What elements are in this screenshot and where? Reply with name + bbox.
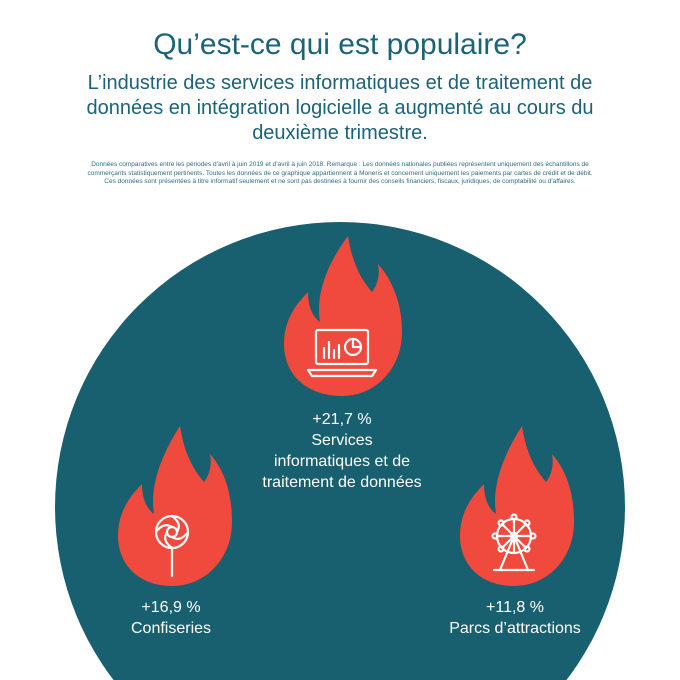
flame-icon-parcs [450, 420, 580, 590]
stat-parcs [435, 597, 595, 639]
page-title: Qu’est-ce qui est populaire? [153, 28, 527, 61]
stat-parcs-label: Parcs d’attractions [449, 620, 581, 637]
flame-icon-confiseries [108, 420, 238, 590]
disclaimer-note: Données comparatives entre les périodes d’avril à juin 2019 et d’avril à juin 2018. Remarque : Les données nationales publiées représentent uniquement des échantillons de commerçants statistiquement pertinents. Toutes les données de ce graphique appartiennent à Moneris et concernent uniquement les paiements par cartes de crédit et de débit. Ces données sont présentées à titre informatif seulement et ne sont pas destinées à fournir des conseils financiers, fiscaux, juridiques, de comptabilité ou d’affaires. [87, 161, 593, 186]
stat-services-label: Services informatiques et de traitement de données [262, 432, 422, 491]
flame-icon-services [272, 232, 412, 400]
stat-confiseries [96, 597, 246, 639]
stat-parcs-value: +11,8 % [486, 599, 544, 616]
stat-confiseries-label: Confiseries [130, 620, 212, 637]
stat-services-value: +21,7 % [312, 411, 372, 428]
stat-confiseries-value: +16,9 % [141, 599, 201, 616]
stat-services [262, 409, 422, 493]
page-subtitle: L’industrie des services informatiques et de traitement de données en intégration logicielle a augmenté au cours du deuxième trimestre. [86, 72, 594, 144]
